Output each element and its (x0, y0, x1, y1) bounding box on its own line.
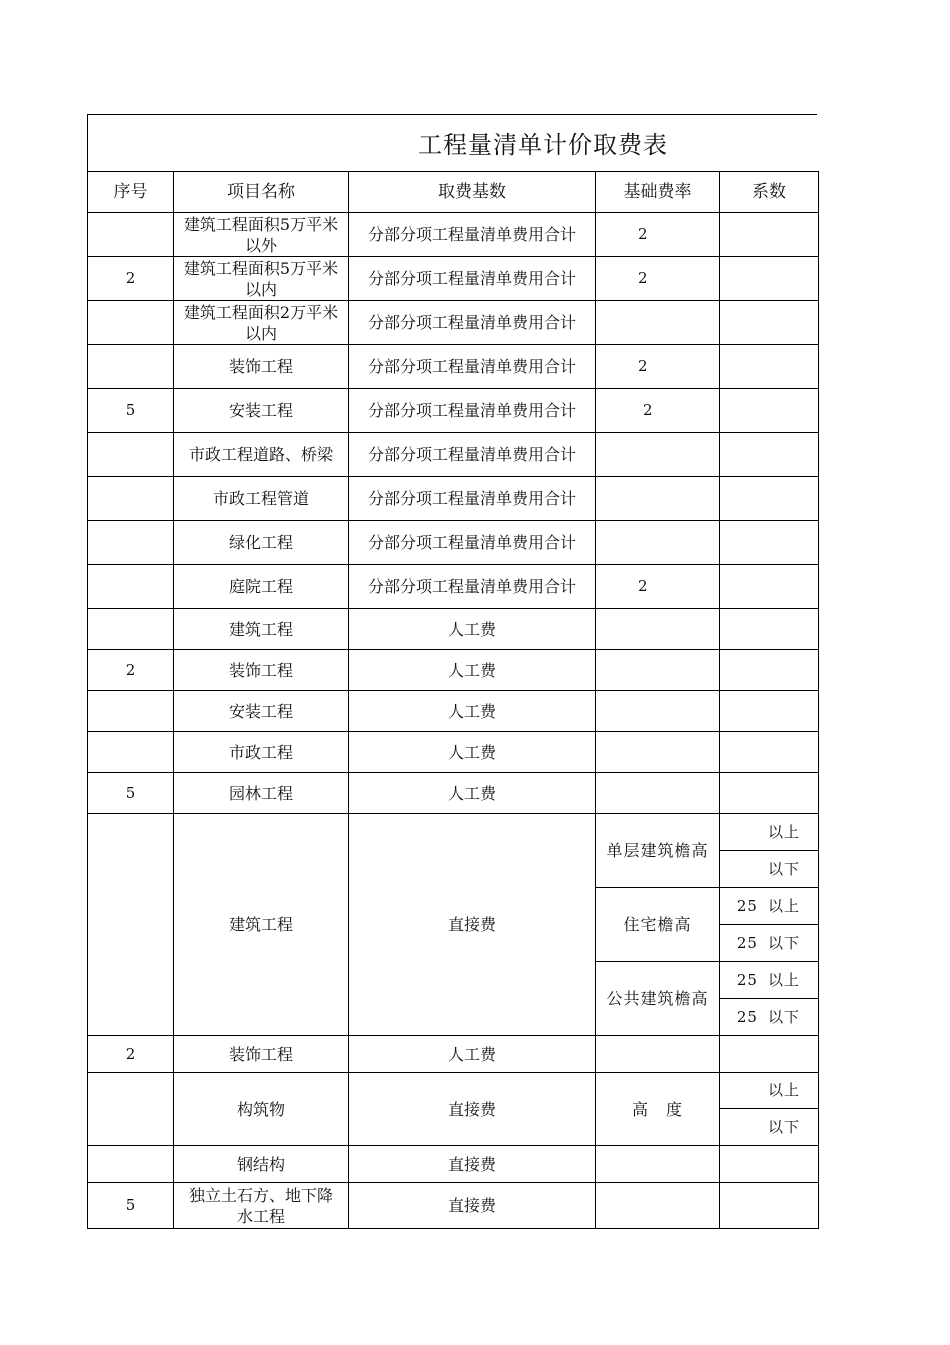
name-cell: 构筑物 (174, 1073, 349, 1146)
seq-cell: 2 (88, 650, 174, 691)
coef-cell (720, 477, 819, 521)
cond-number: 25 (736, 970, 758, 989)
base-cell: 直接费 (349, 1183, 596, 1229)
base-cell: 直接费 (349, 1073, 596, 1146)
base-cell: 分部分项工程量清单费用合计 (349, 213, 596, 257)
name-cell (174, 257, 349, 301)
table-row (88, 565, 819, 609)
coef-cell (720, 301, 819, 345)
seq-cell (88, 691, 174, 732)
rate-cell (596, 773, 720, 814)
name-line: 以外 (244, 235, 277, 255)
name-line: 以内 (244, 279, 277, 299)
header-coef: 系数 (720, 172, 819, 213)
name-cell: 绿化工程 (174, 521, 349, 565)
table-row (88, 773, 819, 814)
table-row (88, 345, 819, 389)
cond-cell (720, 962, 819, 999)
coef-cell (720, 1183, 819, 1229)
rate-cell (596, 732, 720, 773)
base-cell: 直接费 (349, 1146, 596, 1183)
rate-cell (596, 477, 720, 521)
name-line: 以内 (244, 323, 277, 343)
name-cell: 市政工程道路、桥梁 (174, 433, 349, 477)
coef-cell (720, 650, 819, 691)
base-cell: 人工费 (349, 732, 596, 773)
coef-cell (720, 773, 819, 814)
name-cell: 园林工程 (174, 773, 349, 814)
name-cell: 建筑工程 (174, 609, 349, 650)
cond-number: 25 (736, 933, 758, 952)
cond-text: 以上 (767, 822, 800, 841)
table-row (88, 814, 819, 851)
base-cell: 分部分项工程量清单费用合计 (349, 257, 596, 301)
seq-cell (88, 565, 174, 609)
sub-label-cell: 住宅檐高 (596, 888, 720, 962)
table-row (88, 433, 819, 477)
base-cell: 人工费 (349, 1036, 596, 1073)
table-row (88, 477, 819, 521)
rate-cell (596, 433, 720, 477)
rate-cell: 2 (596, 345, 720, 389)
fee-sheet (87, 114, 817, 1229)
coef-cell (720, 1036, 819, 1073)
rate-cell (596, 1146, 720, 1183)
seq-cell (88, 732, 174, 773)
seq-cell: 2 (88, 257, 174, 301)
name-cell (174, 1183, 349, 1229)
name-cell: 安装工程 (174, 691, 349, 732)
base-cell: 分部分项工程量清单费用合计 (349, 521, 596, 565)
table-row (88, 521, 819, 565)
coef-cell (720, 389, 819, 433)
seq-cell: 5 (88, 389, 174, 433)
coef-cell (720, 433, 819, 477)
name-line: 建筑工程面积2万平米 (183, 302, 339, 322)
sheet-title: 工程量清单计价取费表 (418, 131, 668, 159)
name-cell: 市政工程管道 (174, 477, 349, 521)
coef-cell (720, 345, 819, 389)
cond-text: 以下 (767, 933, 800, 952)
cond-text: 以上 (767, 970, 800, 989)
base-cell: 分部分项工程量清单费用合计 (349, 477, 596, 521)
name-cell (174, 213, 349, 257)
seq-cell (88, 609, 174, 650)
name-cell (174, 301, 349, 345)
seq-cell (88, 477, 174, 521)
cond-text: 以下 (767, 1007, 800, 1026)
table-row (88, 1036, 819, 1073)
seq-cell (88, 1146, 174, 1183)
cond-number: 25 (736, 1007, 758, 1026)
base-cell: 分部分项工程量清单费用合计 (349, 565, 596, 609)
header-name: 项目名称 (174, 172, 349, 213)
header-rate: 基础费率 (596, 172, 720, 213)
rate-cell (596, 1036, 720, 1073)
name-line: 水工程 (236, 1206, 285, 1226)
coef-cell (720, 1146, 819, 1183)
base-cell: 人工费 (349, 650, 596, 691)
table-row (88, 301, 819, 345)
base-cell: 分部分项工程量清单费用合计 (349, 345, 596, 389)
base-cell: 人工费 (349, 691, 596, 732)
cond-cell (720, 851, 819, 888)
cond-cell (720, 888, 819, 925)
rate-cell (596, 650, 720, 691)
cond-cell: 以上 (720, 1073, 819, 1109)
sub-label-cell: 高 度 (596, 1073, 720, 1146)
title-row (87, 114, 817, 171)
seq-cell (88, 345, 174, 389)
coef-cell (720, 213, 819, 257)
coef-cell (720, 732, 819, 773)
table-row (88, 650, 819, 691)
name-cell: 市政工程 (174, 732, 349, 773)
header-base: 取费基数 (349, 172, 596, 213)
table-row (88, 257, 819, 301)
seq-cell (88, 213, 174, 257)
coef-cell (720, 565, 819, 609)
table-row (88, 213, 819, 257)
base-cell: 直接费 (349, 814, 596, 1036)
fee-table (87, 171, 819, 1229)
seq-cell (88, 521, 174, 565)
name-line: 独立土石方、地下降 (188, 1185, 333, 1205)
seq-cell: 5 (88, 1183, 174, 1229)
name-cell: 装饰工程 (174, 650, 349, 691)
coef-cell (720, 257, 819, 301)
table-row (88, 1073, 819, 1109)
seq-cell: 5 (88, 773, 174, 814)
seq-cell (88, 814, 174, 1036)
cond-cell (720, 814, 819, 851)
rate-cell: 2 (596, 565, 720, 609)
rate-cell: 2 (596, 213, 720, 257)
name-line: 建筑工程面积5万平米 (183, 258, 339, 278)
rate-cell (596, 301, 720, 345)
base-cell: 分部分项工程量清单费用合计 (349, 433, 596, 477)
table-row (88, 609, 819, 650)
seq-cell (88, 433, 174, 477)
cond-cell (720, 925, 819, 962)
base-cell: 人工费 (349, 773, 596, 814)
cond-cell: 以下 (720, 1109, 819, 1146)
rate-cell: 2 (596, 389, 720, 433)
coef-cell (720, 609, 819, 650)
table-row (88, 389, 819, 433)
rate-cell (596, 609, 720, 650)
sub-label-cell: 单层建筑檐高 (596, 814, 720, 888)
rate-cell: 2 (596, 257, 720, 301)
base-cell: 人工费 (349, 609, 596, 650)
cond-text: 以上 (767, 896, 800, 915)
name-cell: 钢结构 (174, 1146, 349, 1183)
name-cell: 建筑工程 (174, 814, 349, 1036)
base-cell: 分部分项工程量清单费用合计 (349, 389, 596, 433)
header-seq: 序号 (88, 172, 174, 213)
cond-text: 以下 (767, 859, 800, 878)
seq-cell (88, 301, 174, 345)
rate-cell (596, 1183, 720, 1229)
name-cell: 庭院工程 (174, 565, 349, 609)
name-cell: 装饰工程 (174, 1036, 349, 1073)
table-row (88, 1183, 819, 1229)
table-row (88, 1146, 819, 1183)
header-row (88, 172, 819, 213)
seq-cell (88, 1073, 174, 1146)
base-cell: 分部分项工程量清单费用合计 (349, 301, 596, 345)
coef-cell (720, 521, 819, 565)
coef-cell (720, 691, 819, 732)
cond-cell (720, 999, 819, 1036)
rate-cell (596, 691, 720, 732)
name-cell: 安装工程 (174, 389, 349, 433)
sub-label-cell: 公共建筑檐高 (596, 962, 720, 1036)
rate-cell (596, 521, 720, 565)
cond-number: 25 (736, 896, 758, 915)
seq-cell: 2 (88, 1036, 174, 1073)
name-cell: 装饰工程 (174, 345, 349, 389)
table-row (88, 732, 819, 773)
table-row (88, 691, 819, 732)
name-line: 建筑工程面积5万平米 (183, 214, 339, 234)
